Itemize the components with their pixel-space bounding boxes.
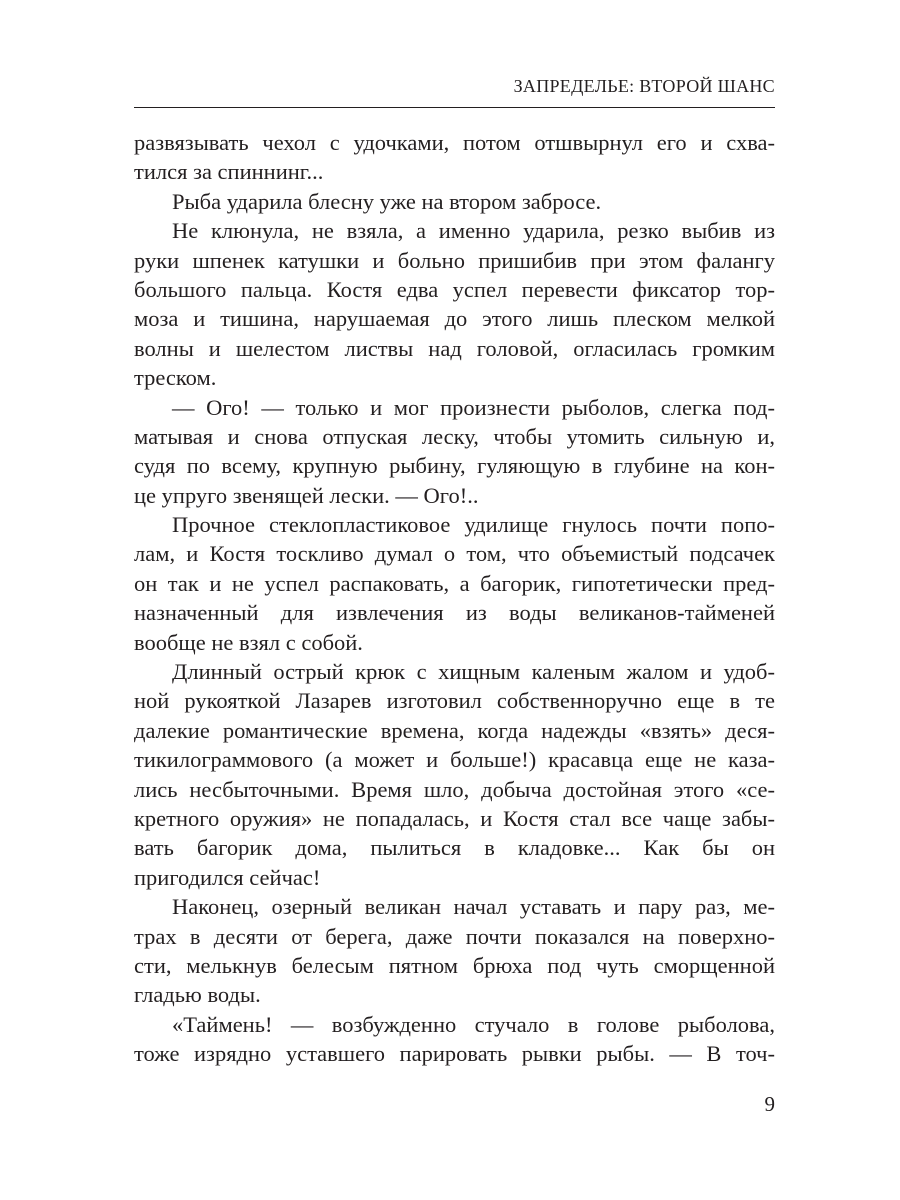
text-line: большого пальца. Костя едва успел перевести фиксатор тор- <box>134 276 775 302</box>
text-line: развязывать чехол с удочками, потом отшвырнул его и схва- <box>134 130 775 155</box>
text-line: це упруго звенящей лески. — Ого!.. <box>134 482 479 508</box>
text-line: пригодился сейчас! <box>134 864 321 890</box>
text-line: треском. <box>134 365 217 391</box>
text-line: лись несбыточными. Время шло, добыча достойная этого «се- <box>134 776 775 802</box>
header-rule <box>134 107 775 108</box>
text-line: лам, и Костя тоскливо думал о том, что объемистый подсачек <box>134 541 775 567</box>
text-line: кретного оружия» не попадалась, и Костя стал все чаще забы- <box>134 805 775 831</box>
text-line: он так и не успел распаковать, а багорик, гипотетически пред- <box>134 570 775 596</box>
text-line: Наконец, озерный великан начал уставать и пару раз, ме- <box>172 894 775 920</box>
text-line: вать багорик дома, пылиться в кладовке... Как бы он <box>134 835 775 861</box>
text-line: сти, мелькнув белесым пятном брюха под чуть сморщенной <box>134 952 775 978</box>
text-line: Прочное стеклопластиковое удилище гнулось почти попо- <box>172 512 775 538</box>
text-line: матывая и снова отпуская леску, чтобы утомить сильную и, <box>134 423 775 449</box>
text-line: — Ого! — только и мог произнести рыболов, слегка под- <box>172 394 775 420</box>
text-line: Рыба ударила блесну уже на втором забросе. <box>172 188 602 214</box>
text-line: тикилограммового (а может и больше!) красавца еще не каза- <box>134 747 775 773</box>
text-line: руки шпенек катушки и больно пришибив при этом фалангу <box>134 247 775 273</box>
text-line: Длинный острый крюк с хищным каленым жалом и удоб- <box>172 659 775 685</box>
text-line: гладью воды. <box>134 982 261 1008</box>
text-line: далекие романтические времена, когда надежды «взять» деся- <box>134 717 775 743</box>
text-line: «Таймень! — возбужденно стучало в голове рыболова, <box>172 1011 775 1037</box>
page-number: 9 <box>764 1092 775 1116</box>
text-line: трах в десяти от берега, даже почти показался на поверхно- <box>134 923 775 949</box>
text-line: ной рукояткой Лазарев изготовил собственноручно еще в те <box>134 688 775 714</box>
running-head-title: ЗАПРЕДЕЛЬЕ: ВТОРОЙ ШАНС <box>513 76 775 96</box>
body-text <box>134 128 775 1069</box>
text-line: вообще не взял с собой. <box>134 629 363 655</box>
text-line: тоже изрядно уставшего парировать рывки рыбы. — В точ- <box>134 1041 775 1067</box>
text-line: моза и тишина, нарушаемая до этого лишь плеском мелкой <box>134 306 775 332</box>
text-line: тился за спиннинг... <box>134 159 324 185</box>
text-line: судя по всему, крупную рыбину, гуляющую в глубине на кон- <box>134 453 775 479</box>
text-line: Не клюнула, не взяла, а именно ударила, резко выбив из <box>172 218 775 244</box>
text-line: назначенный для извлечения из воды великанов-тайменей <box>134 600 775 626</box>
text-line: волны и шелестом листвы над головой, огласилась громким <box>134 335 775 361</box>
